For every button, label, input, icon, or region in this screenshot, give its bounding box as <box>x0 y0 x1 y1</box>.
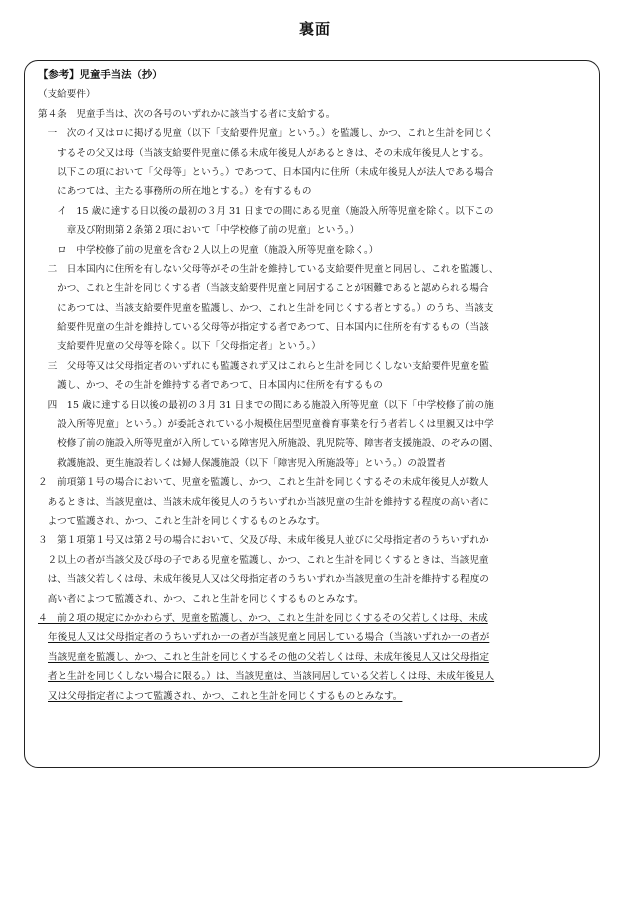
underlined-text-line <box>38 687 594 706</box>
text-line: 第４条 児童手当は、次の各号のいずれかに該当する者に支給する。 <box>38 108 336 120</box>
page-title: 裏面 <box>298 20 331 38</box>
text-line: ３ 第１項第１号又は第２号の場合において、父及び母、未成年後見人並びに父母指定者のうちいずれか <box>38 535 489 547</box>
text-line: イ 15 歳に達する日以後の最初の３月 31 日までの間にある児童（施設入所等児童を除く。以下この <box>38 205 494 217</box>
text-line: 高い者によつて監護され、かつ、これと生計を同じくするものとみなす。 <box>38 593 364 605</box>
text-line: するその父又は母（当該支給要件児童に係る未成年後見人があるときは、その未成年後見人とする。 <box>38 147 489 159</box>
text-line: 救護施設、更生施設若しくは婦人保護施設（以下「障害児入所施設等」という。）の設置者 <box>38 457 446 469</box>
text-line: 四 15 歳に達する日以後の最初の３月 31 日までの間にある施設入所等児童（以下「中学校修了前の施 <box>38 399 494 411</box>
law-paragraph-4 <box>38 609 594 706</box>
text-line: 給要件児童の生計を維持している父母等が指定する者であつて、日本国内に住所を有するもの（当該 <box>38 322 489 334</box>
underlined-text-line <box>38 667 594 686</box>
text-line: ２ 前項第１号の場合において、児童を監護し、かつ、これと生計を同じくするその未成年後見人が数人 <box>38 477 489 489</box>
text-line: 校修了前の施設入所等児童が入所している障害児入所施設、乳児院等、障害者支援施設、のぞみの園、 <box>38 438 499 450</box>
text-line: よつて監護され、かつ、これと生計を同じくするものとみなす。 <box>38 515 326 527</box>
text-line: にあつては、主たる事務所の所在地とする。）を有するもの <box>38 186 312 198</box>
underlined-text-line <box>38 609 594 628</box>
underlined-text-line <box>38 648 594 667</box>
text-line: かつ、これと生計を同じくする者（当該支給要件児童と同居することが困難であると認められる場合 <box>38 283 489 295</box>
text-line: 護し、かつ、その生計を維持する者であつて、日本国内に住所を有するもの <box>38 380 383 392</box>
text-line: ２以上の者が当該父及び母の子である児童を監護し、かつ、これと生計を同じくするときは、当該児童 <box>38 554 489 566</box>
underlined-text-line <box>38 628 594 647</box>
box-heading: 【参考】児童手当法（抄） <box>38 69 163 81</box>
text-line: あるときは、当該児童は、当該未成年後見人のうちいずれか当該児童の生計を維持する程度の高い者に <box>38 496 489 508</box>
text-line: ロ 中学校修了前の児童を含む２人以上の児童（施設入所等児童を除く。） <box>38 244 379 256</box>
text-line: （支給要件） <box>38 89 96 101</box>
text-line: 章及び附則第２条第２項において「中学校修了前の児童」という。） <box>38 225 360 237</box>
text-line: 二 日本国内に住所を有しない父母等がその生計を維持している支給要件児童と同居し、これを監護し、 <box>38 263 499 275</box>
underlined-text: 当該児童を監護し、かつ、これと生計を同じくするその他の父若しくは母、未成年後見人又は父母指定 <box>48 651 489 663</box>
law-body-lines <box>38 85 594 609</box>
underlined-text: ４ 前２項の規定にかかわらず、児童を監護し、かつ、これと生計を同じくするその父若しくは母、未成 <box>38 612 488 624</box>
text-line: にあつては、当該支給要件児童を監護し、かつ、これと生計を同じくする者とする。）のうち、当該支 <box>38 302 494 314</box>
text-line: 設入所等児童」という。）が委託されている小規模住居型児童養育事業を行う者若しくは里親又は中学 <box>38 419 494 431</box>
law-text <box>38 66 594 706</box>
underlined-text: 者と生計を同じくしない場合に限る。）は、当該児童は、当該同居している父若しくは母、未成年後見人 <box>48 671 495 683</box>
text-line: 三 父母等又は父母指定者のいずれにも監護されず又はこれらと生計を同じくしない支給要件児童を監 <box>38 360 489 372</box>
text-line: 以下この項において「父母等」という。）であつて、日本国内に住所（未成年後見人が法人である場合 <box>38 166 494 178</box>
underlined-text: 又は父母指定者によつて監護され、かつ、これと生計を同じくするものとみなす。 <box>48 690 403 702</box>
text-line: は、当該父若しくは母、未成年後見人又は父母指定者のうちいずれか当該児童の生計を維持する程度の <box>38 574 489 586</box>
underlined-text: 年後見人又は父母指定者のうちいずれか一の者が当該児童と同居している場合（当該いずれか一の者が <box>48 632 490 644</box>
text-line: 一 次のイ又はロに掲げる児童（以下「支給要件児童」という。）を監護し、かつ、これと生計を同じく <box>38 128 494 140</box>
text-line: 支給要件児童の父母等を除く。以下「父母指定者」という。） <box>38 341 321 353</box>
